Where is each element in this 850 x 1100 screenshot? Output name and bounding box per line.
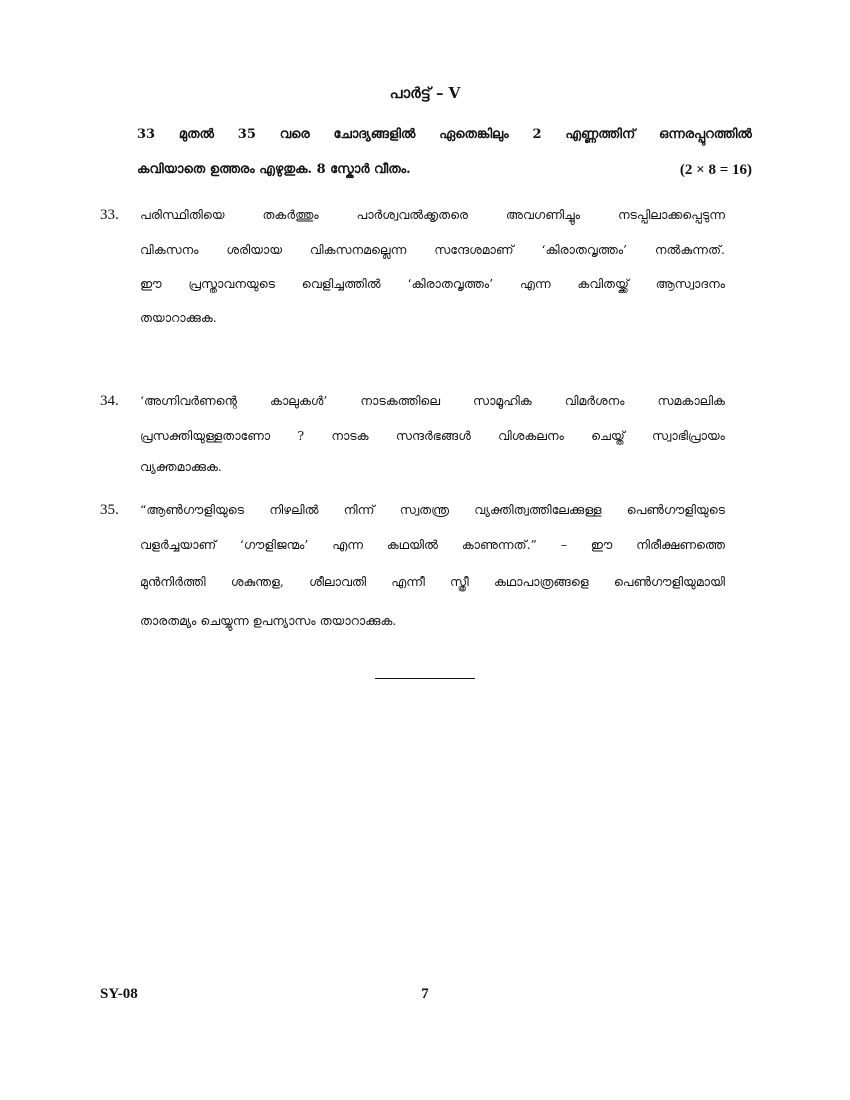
paper-code: SY-08 [100, 986, 138, 1002]
question-line: താരതമ്യം ചെയ്യുന്ന ഉപന്യാസം തയാറാക്കുക. [140, 613, 397, 628]
page-number: 7 [421, 986, 429, 1002]
instructions-text-2: കവിയാതെ ഉത്തരം എഴുതുക. 8 സ്കോർ വീതം. [137, 162, 411, 177]
question-line: മുൻനിർത്തി ശകുന്തള, ശീലാവതി എന്നീ സ്ത്രീ കഥാപാത്രങ്ങളെ പെൺഗൗളിയുമായി [140, 574, 725, 589]
marks-allocation: (2 × 8 = 16) [679, 162, 752, 178]
question-number: 35. [100, 502, 119, 518]
question-number: 33. [100, 207, 119, 223]
instructions-line-2 [137, 162, 752, 179]
instructions-line-1: 33 മുതൽ 35 വരെ ചോദ്യങ്ങളിൽ ഏതെങ്കിലും 2 എണ്ണത്തിന് ഒന്നരപ്പുറത്തിൽ [137, 127, 752, 142]
question-line: പ്രസക്തിയുള്ളതാണോ ? നാടക സന്ദർഭങ്ങൾ വിശകലനം ചെയ്ത് സ്വാഭിപ്രായം [140, 428, 725, 443]
part-title: പാർട്ട് – V [389, 84, 461, 102]
question-number: 34. [100, 393, 119, 409]
question-line: പരിസ്ഥിതിയെ തകർത്തും പാർശ്വവൽക്കൃതരെ അവഗണിച്ചും നടപ്പിലാക്കപ്പെടുന്ന [140, 207, 725, 222]
question-line: തയാറാക്കുക. [140, 310, 217, 325]
question-line: വ്യക്തമാക്കുക. [140, 459, 222, 474]
question-line: വികസനം ശരിയായ വികസനമല്ലെന്ന സന്ദേശമാണ് ‘കിരാതവൃത്തം’ നൽകുന്നത്. [140, 242, 725, 257]
end-divider [375, 678, 475, 679]
question-line: “ആൺഗൗളിയുടെ നിഴലിൽ നിന്ന് സ്വതന്ത്ര വ്യക്തിത്വത്തിലേക്കുള്ള പെൺഗൗളിയുടെ [140, 502, 725, 517]
question-line: ‘അഗ്നിവർണന്റെ കാലുകൾ’ നാടകത്തിലെ സാമൂഹിക വിമർശനം സമകാലിക [140, 393, 725, 408]
question-line: ഈ പ്രസ്താവനയുടെ വെളിച്ചത്തിൽ ‘കിരാതവൃത്തം’ എന്ന കവിതയ്ക്ക് ആസ്വാദനം [140, 276, 725, 291]
question-line: വളർച്ചയാണ് ‘ഗൗളിജന്മം’ എന്ന കഥയിൽ കാണുന്നത്.” – ഈ നിരീക്ഷണത്തെ [140, 537, 725, 552]
